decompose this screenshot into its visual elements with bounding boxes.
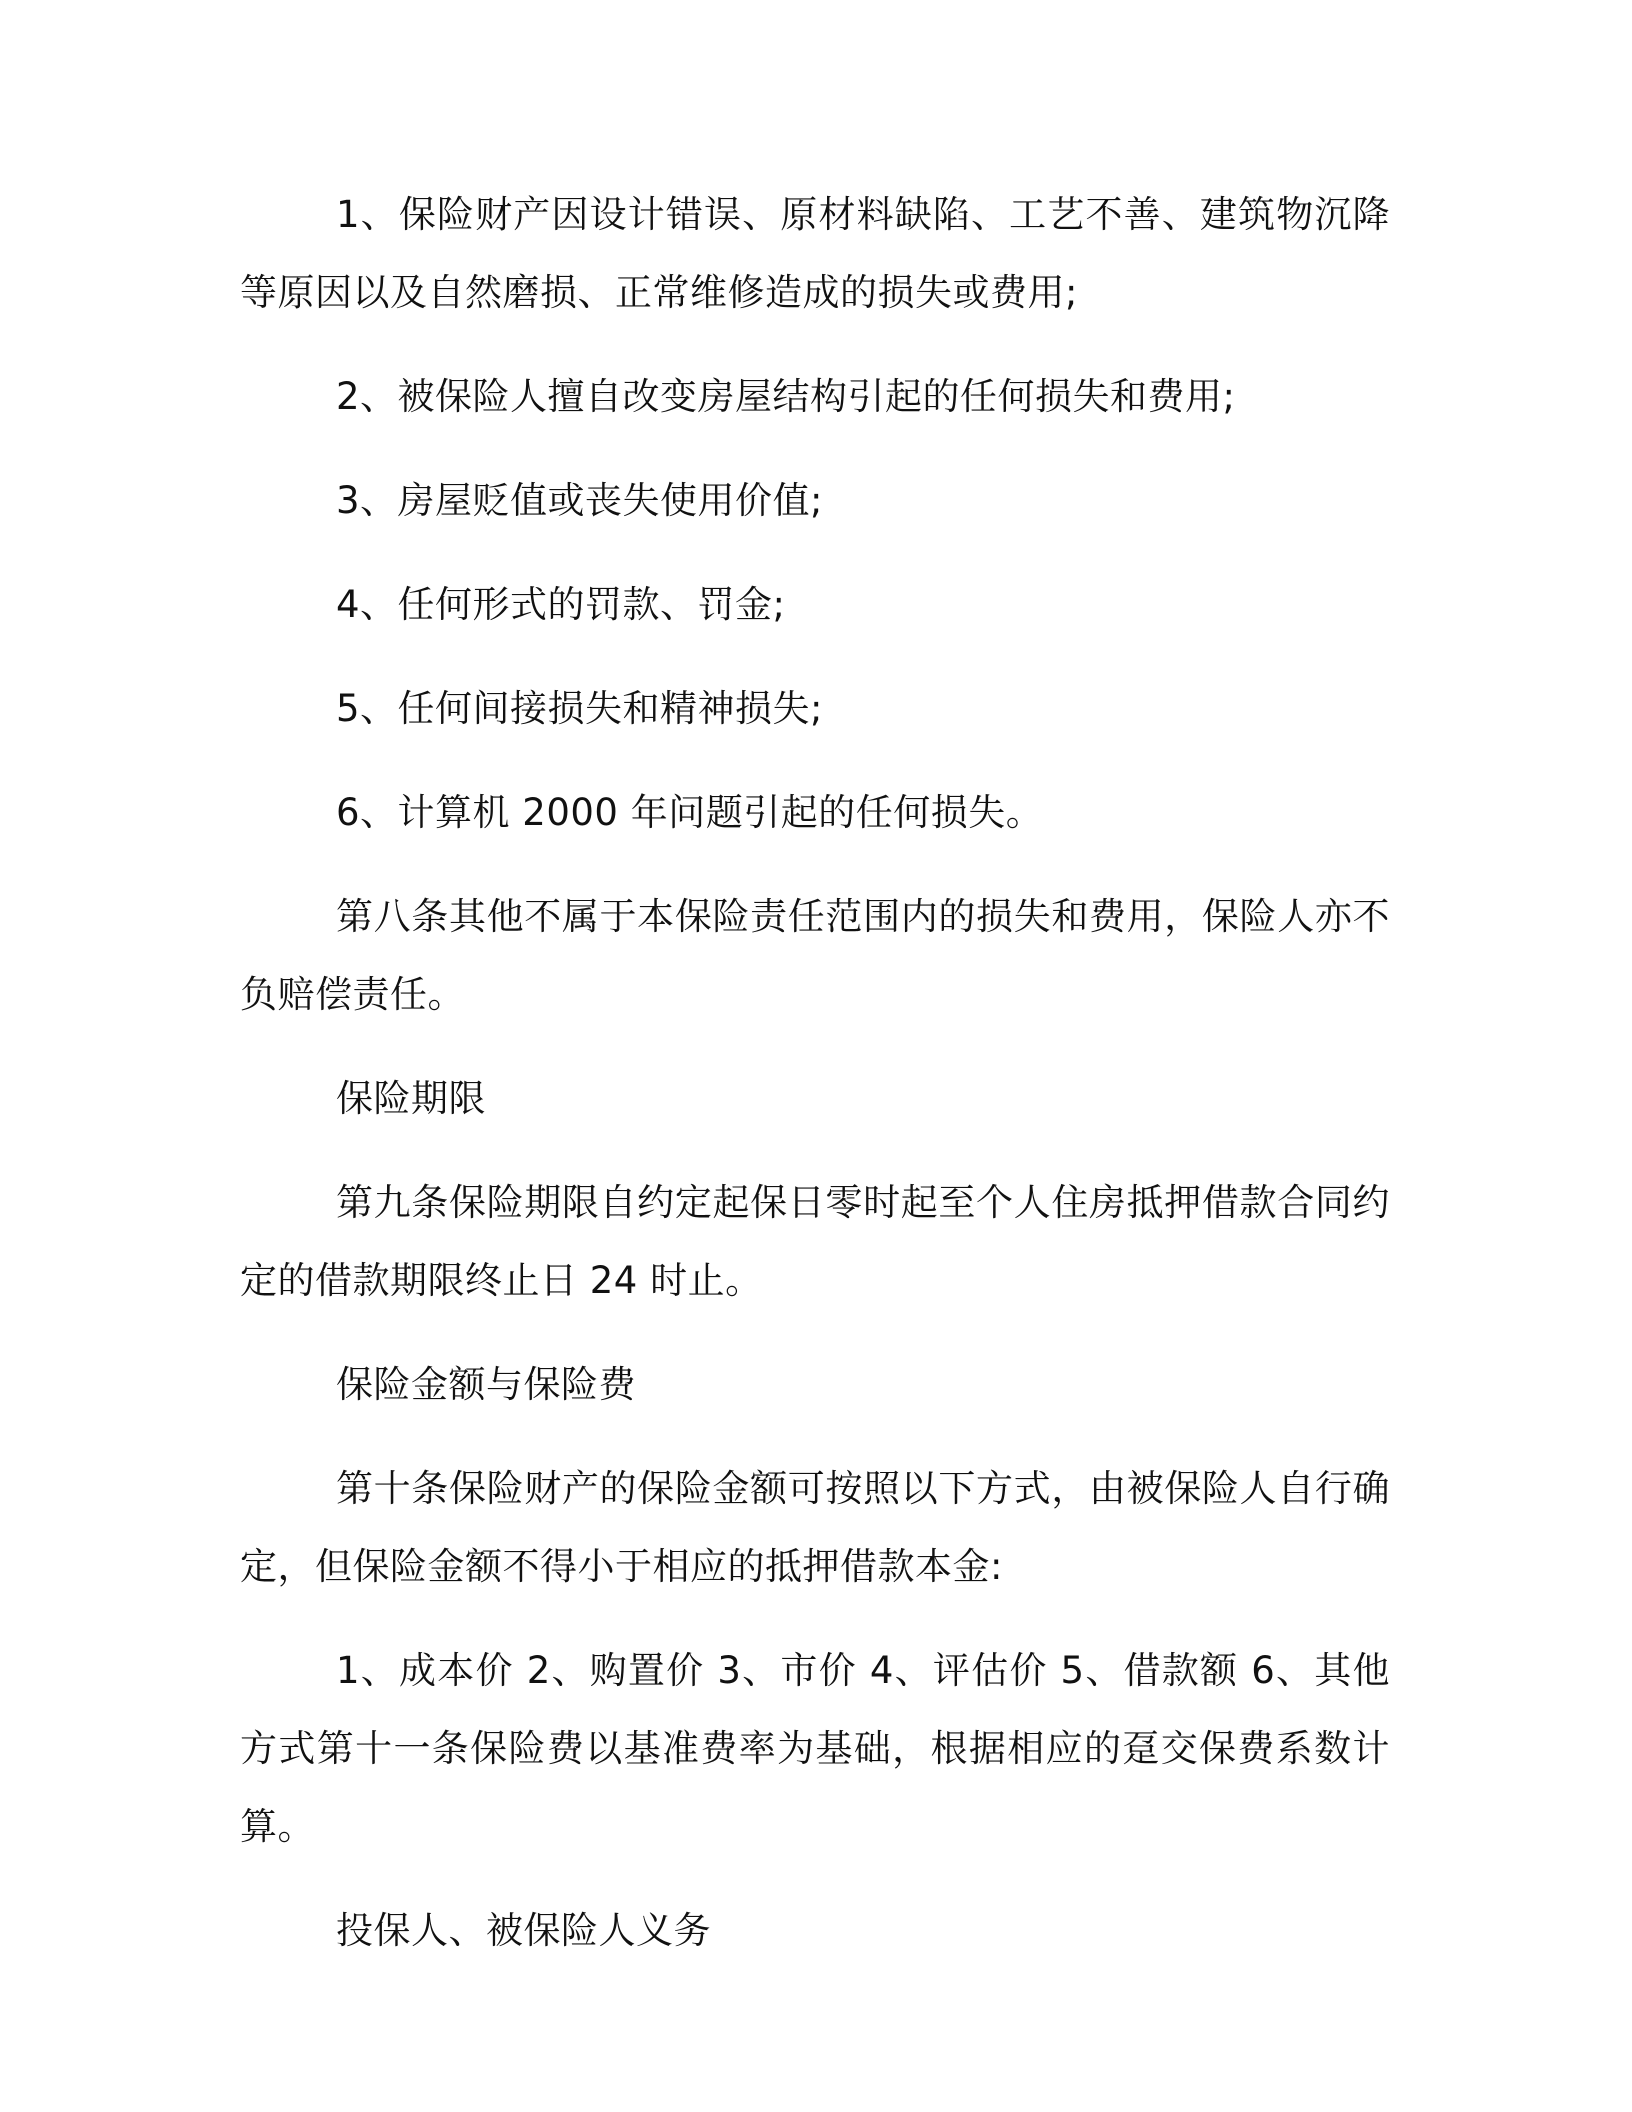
clause-exclusion-2: 2、被保险人擅自改变房屋结构引起的任何损失和费用; (336, 375, 1236, 418)
clause-exclusion-1: 1、保险财产因设计错误、原材料缺陷、工艺不善、建筑物沉降等原因以及自然磨损、正常维修造成的损失或费用; (240, 193, 1390, 314)
article-10: 第十条保险财产的保险金额可按照以下方式，由被保险人自行确定，但保险金额不得小于相应的抵押借款本金: (240, 1467, 1390, 1588)
document-body (240, 176, 1390, 1996)
section-heading-obligations: 投保人、被保险人义务 (336, 1909, 711, 1952)
section-heading-insurance-period: 保险期限 (336, 1077, 486, 1120)
clause-exclusion-3: 3、房屋贬值或丧失使用价值; (336, 479, 824, 522)
clause-exclusion-5: 5、任何间接损失和精神损失; (336, 687, 824, 730)
article-9: 第九条保险期限自约定起保日零时起至个人住房抵押借款合同约定的借款期限终止日 24 时止。 (240, 1181, 1390, 1302)
clause-exclusion-4: 4、任何形式的罚款、罚金; (336, 583, 786, 626)
clause-exclusion-6: 6、计算机 2000 年问题引起的任何损失。 (336, 791, 1044, 834)
section-heading-insured-amount: 保险金额与保险费 (336, 1363, 636, 1406)
article-8: 第八条其他不属于本保险责任范围内的损失和费用，保险人亦不负赔偿责任。 (240, 895, 1390, 1016)
valuation-methods-and-article-11: 1、成本价 2、购置价 3、市价 4、评估价 5、借款额 6、其他方式第十一条保险费以基准费率为基础，根据相应的趸交保费系数计算。 (240, 1649, 1390, 1848)
